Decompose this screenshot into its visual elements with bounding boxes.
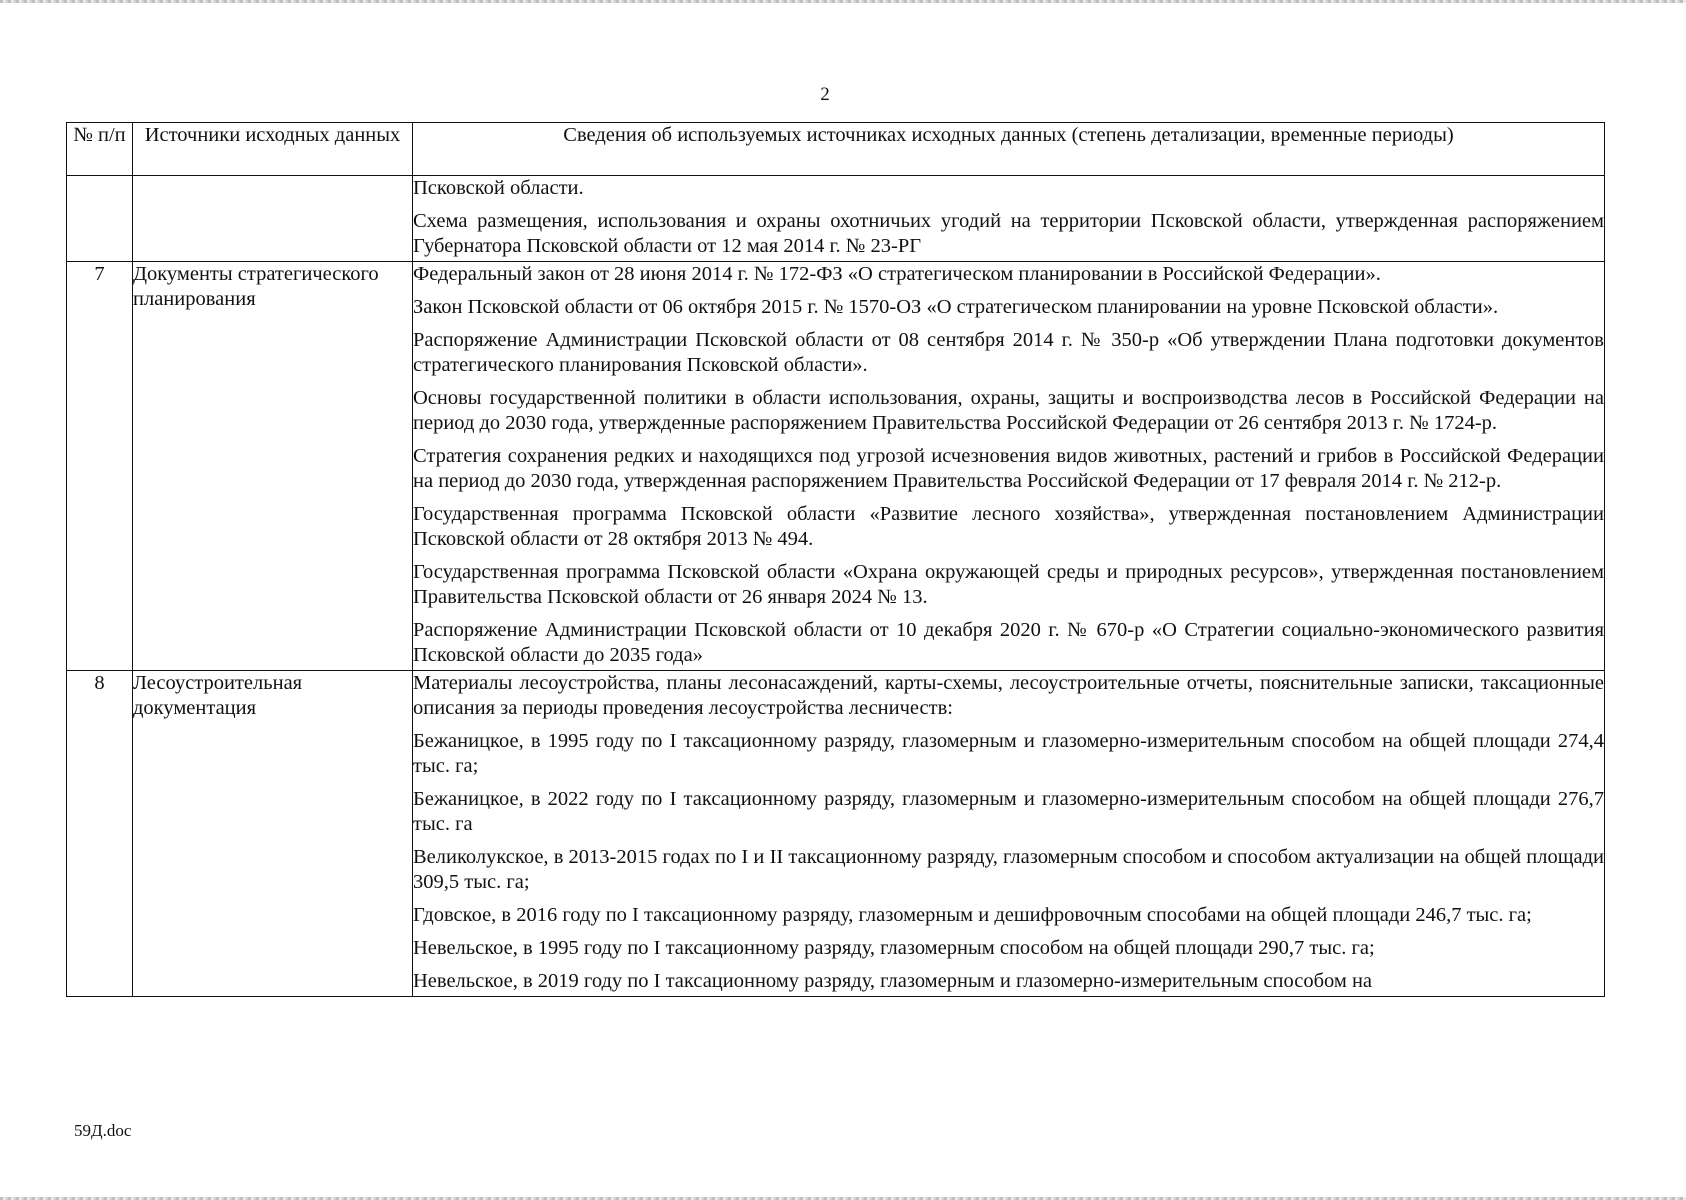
header-info: Сведения об используемых источниках исходных данных (степень детализации, временные периоды) [413, 123, 1605, 176]
table-row [67, 671, 1605, 997]
info-item: Бежаницкое, в 1995 году по I таксационному разряду, глазомерным и глазомерно-измерительным способом на общей площади 274,4 тыс. га; [413, 730, 1604, 777]
info-item: Великолукское, в 2013-2015 годах по I и II таксационному разряду, глазомерным способом и способом актуализации на общей площади 309,5 тыс. га; [413, 846, 1604, 893]
info-item: Бежаницкое, в 2022 году по I таксационному разряду, глазомерным и глазомерно-измерительным способом на общей площади 276,7 тыс. га [413, 788, 1604, 835]
info-item: Стратегия сохранения редких и находящихся под угрозой исчезновения видов животных, растений и грибов в Российской Федерации на период до 2030 года, утвержденная распоряжением Правительства Российской Федерации от 17 февраля 2014 г. № 212-р. [413, 445, 1604, 492]
info-item: Распоряжение Администрации Псковской области от 08 сентября 2014 г. № 350-р «Об утверждении Плана подготовки документов стратегического планирования Псковской области». [413, 329, 1604, 376]
table-header-row [67, 123, 1605, 176]
info-item: Невельское, в 1995 году по I таксационному разряду, глазомерным способом на общей площади 290,7 тыс. га; [413, 937, 1375, 959]
row-source [133, 176, 413, 262]
data-sources-table [66, 122, 1605, 997]
row-source: Документы стратегического планирования [133, 262, 413, 671]
header-num: № п/п [67, 123, 133, 176]
info-item: Гдовское, в 2016 году по I таксационному разряду, глазомерным и дешифровочным способами на общей площади 246,7 тыс. га; [413, 904, 1532, 926]
info-item: Основы государственной политики в области использования, охраны, защиты и воспроизводства лесов в Российской Федерации на период до 2030 года, утвержденные распоряжением Правительства Российской Федерации от 26 сентября 2013 г. № 1724-р. [413, 387, 1604, 434]
info-item: Материалы лесоустройства, планы лесонасаждений, карты-схемы, лесоустроительные отчеты, пояснительные записки, таксационные описания за периоды проведения лесоустройства лесничеств: [413, 672, 1604, 719]
table-row [67, 262, 1605, 671]
scan-edge-top [0, 0, 1686, 3]
header-source: Источники исходных данных [133, 123, 413, 176]
footer-filename: 59Д.doc [74, 1121, 132, 1140]
row-number [67, 176, 133, 262]
info-item: Государственная программа Псковской области «Развитие лесного хозяйства», утвержденная постановлением Администрации Псковской области от 28 октября 2013 № 494. [413, 503, 1604, 550]
row-number: 8 [67, 671, 133, 997]
table-row [67, 176, 1605, 262]
info-item: Невельское, в 2019 году по I таксационному разряду, глазомерным и глазомерно-измерительным способом на [413, 970, 1373, 992]
info-item: Псковской области. [413, 177, 584, 199]
page-number: 2 [820, 84, 830, 105]
row-info [413, 671, 1605, 997]
info-item: Схема размещения, использования и охраны охотничьих угодий на территории Псковской области, утвержденная распоряжением Губернатора Псковской области от 12 мая 2014 г. № 23-РГ [413, 210, 1604, 257]
info-item: Федеральный закон от 28 июня 2014 г. № 172-ФЗ «О стратегическом планировании в Российской Федерации». [413, 263, 1381, 285]
row-info [413, 262, 1605, 671]
row-number: 7 [67, 262, 133, 671]
row-info [413, 176, 1605, 262]
info-item: Закон Псковской области от 06 октября 2015 г. № 1570-ОЗ «О стратегическом планировании на уровне Псковской области». [413, 296, 1499, 318]
info-item: Государственная программа Псковской области «Охрана окружающей среды и природных ресурсов», утвержденная постановлением Правительства Псковской области от 26 января 2024 № 13. [413, 561, 1604, 608]
info-item: Распоряжение Администрации Псковской области от 10 декабря 2020 г. № 670-р «О Стратегии социально-экономического развития Псковской области до 2035 года» [413, 619, 1604, 666]
row-source: Лесоустроительная документация [133, 671, 413, 997]
